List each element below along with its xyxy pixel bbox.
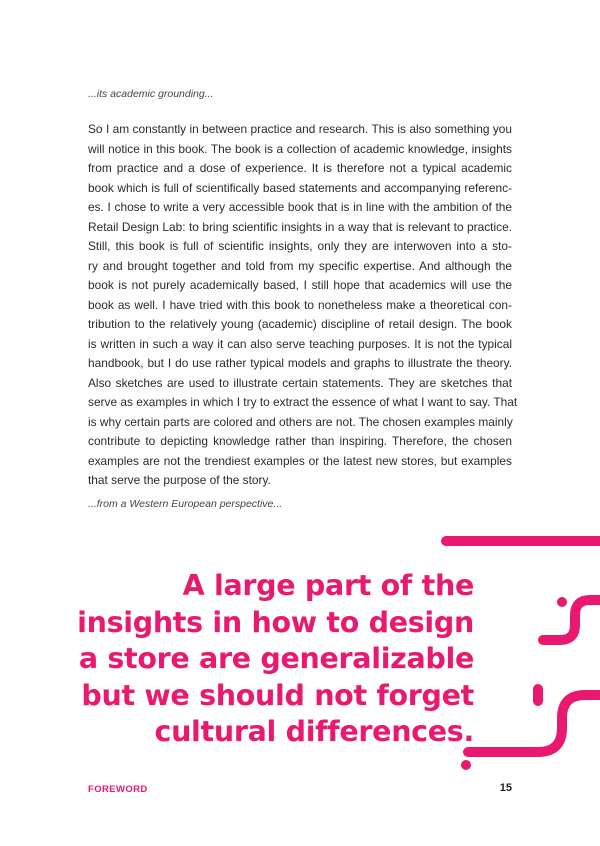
body-line: handbook, but I do use rather typical models and graphs to illustrate the theory. xyxy=(88,356,512,370)
section-subheading: ...from a Western European perspective... xyxy=(88,498,283,510)
body-line: examples are not the trendiest examples or the latest new stores, but examples xyxy=(88,453,512,468)
body-line: Still, this book is full of scientific insights, only they are interwoven into a sto- xyxy=(88,239,512,253)
body-line: will notice in this book. The book is a collection of academic knowledge, insights xyxy=(88,141,512,156)
dot-upper xyxy=(557,597,567,607)
pull-quote-line: A large part of the xyxy=(182,569,474,602)
body-line: contribute to depicting knowledge rather than inspiring. Therefore, the chosen xyxy=(88,434,512,448)
body-line: that serve the purpose of the story. xyxy=(88,473,271,487)
body-line: book is not purely academically based, I still hope that academics will use the xyxy=(88,278,512,292)
body-line: Also sketches are used to illustrate certain statements. They are sketches that xyxy=(88,375,512,390)
page-number: 15 xyxy=(499,782,512,794)
body-line: ry and brought together and told from my specific expertise. And although the xyxy=(88,258,512,273)
body-line: is written in such a way it can also serve teaching purposes. It is not the typical xyxy=(88,336,512,351)
pull-quote-line: insights in how to design xyxy=(77,605,474,639)
body-line: Retail Design Lab: to bring scientific insights in a way that is relevant to practice. xyxy=(88,219,512,234)
body-line: book which is full of scientifically based statements and accompanying referenc- xyxy=(88,180,512,195)
body-line: is why certain parts are colored and others are not. The chosen examples mainly xyxy=(88,414,513,429)
footer-section-label: FOREWORD xyxy=(88,784,148,795)
body-line: book as well. I have tried with this book to nonetheless make a theoretical con- xyxy=(88,297,512,312)
pull-quote-line: cultural differences. xyxy=(154,715,474,749)
section-subheading: ...its academic grounding... xyxy=(88,88,214,100)
body-line: es. I chose to write a very accessible book that is in line with the ambition of the xyxy=(88,200,512,214)
body-line: tribution to the relatively young (academic) discipline of retail design. The book xyxy=(88,317,512,331)
dot-lower xyxy=(461,760,471,770)
pull-quote-line: a store are generalizable xyxy=(78,642,474,676)
s-curve-upper xyxy=(543,600,600,640)
body-line: from practice and a dose of experience. It is therefore not a typical academic xyxy=(88,161,512,175)
body-line: serve as examples in which I try to extract the essence of what I want to say. That xyxy=(88,395,518,409)
body-line: So I am constantly in between practice and research. This is also something you xyxy=(88,122,512,136)
pull-quote-line: but we should not forget xyxy=(81,678,474,712)
pull-quote xyxy=(70,568,474,751)
